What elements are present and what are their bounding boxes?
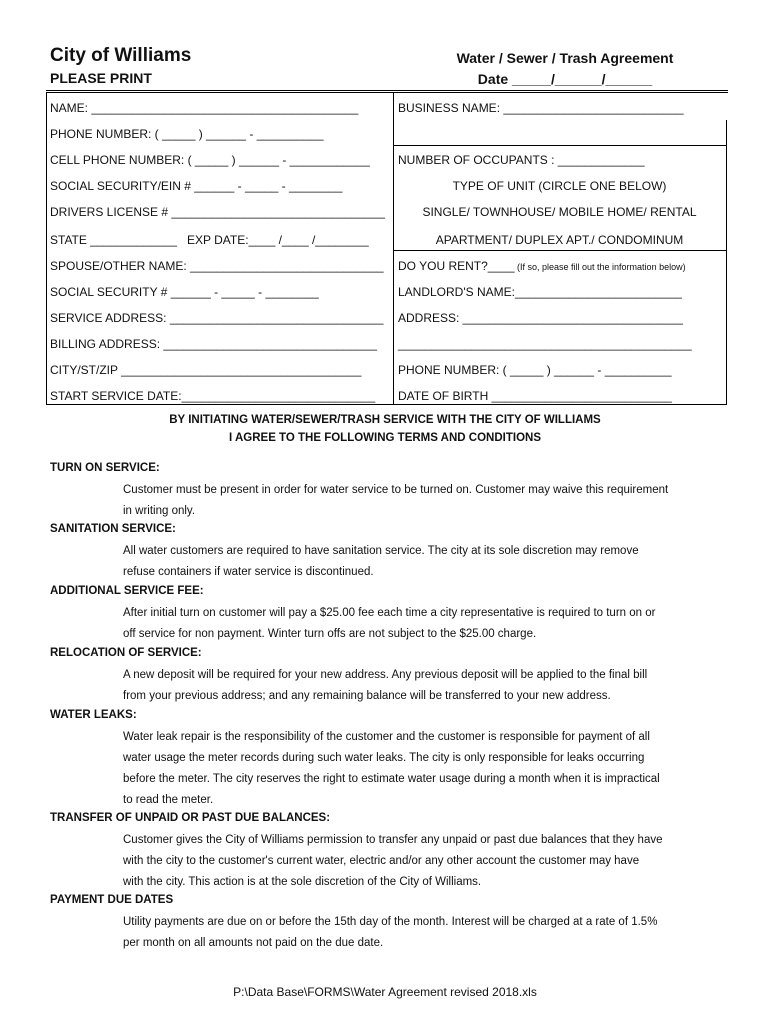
section-body-sanitation bbox=[123, 541, 723, 583]
form-top-border bbox=[46, 90, 728, 91]
section-body-transfer bbox=[123, 830, 723, 893]
business-name-field[interactable]: BUSINESS NAME: ___________________________ bbox=[398, 101, 684, 115]
section-line: Water leak repair is the responsibility of the customer and the customer is responsible for payment of all bbox=[123, 731, 650, 743]
section-heading-turn-on: TURN ON SERVICE: bbox=[50, 462, 160, 474]
rent-label: DO YOU RENT?____ bbox=[398, 259, 515, 273]
spouse-social-security-field[interactable]: SOCIAL SECURITY # ______ - _____ - ________ bbox=[50, 285, 319, 299]
phone-number-field[interactable]: PHONE NUMBER: ( _____ ) ______ - __________ bbox=[50, 127, 324, 141]
section-line: Customer gives the City of Williams permission to transfer any unpaid or past due balances that they have bbox=[123, 834, 663, 846]
section-line: with the city to the customer's current water, electric and/or any other account the customer may have bbox=[123, 855, 640, 867]
agreement-title: Water / Sewer / Trash Agreement bbox=[456, 50, 674, 66]
occupants-box-top bbox=[393, 145, 726, 146]
landlord-address-line2[interactable]: ____________________________________________ bbox=[398, 337, 692, 351]
section-heading-relocation: RELOCATION OF SERVICE: bbox=[50, 647, 202, 659]
section-heading-water-leaks: WATER LEAKS: bbox=[50, 709, 137, 721]
section-line: before the meter. The city reserves the right to estimate water usage during a month when it is impractical bbox=[123, 773, 660, 785]
agreement-date-field[interactable]: Date _____/______/______ bbox=[477, 71, 653, 87]
section-line: from your previous address; and any remaining balance will be transferred to your new address. bbox=[123, 690, 611, 702]
service-address-field[interactable]: SERVICE ADDRESS: ________________________________ bbox=[50, 311, 384, 325]
section-heading-additional-fee: ADDITIONAL SERVICE FEE: bbox=[50, 585, 204, 597]
section-line: Utility payments are due on or before the 15th day of the month. Interest will be charged at a rate of 1.5% bbox=[123, 916, 658, 928]
file-path-footer: P:\Data Base\FORMS\Water Agreement revised 2018.xls bbox=[233, 985, 537, 999]
form-left-border bbox=[46, 92, 47, 404]
rent-field[interactable] bbox=[398, 259, 686, 273]
start-service-date-field[interactable]: START SERVICE DATE:_____________________________ bbox=[50, 389, 376, 403]
landlord-name-field[interactable]: LANDLORD'S NAME:_________________________ bbox=[398, 285, 682, 299]
social-security-ein-field[interactable]: SOCIAL SECURITY/EIN # ______ - _____ - ________ bbox=[50, 179, 343, 193]
section-heading-sanitation: SANITATION SERVICE: bbox=[50, 523, 176, 535]
section-body-payment-due bbox=[123, 912, 723, 954]
unit-options-row-1[interactable]: SINGLE/ TOWNHOUSE/ MOBILE HOME/ RENTAL bbox=[422, 205, 697, 219]
billing-address-field[interactable]: BILLING ADDRESS: ________________________________ bbox=[50, 337, 377, 351]
section-line: in writing only. bbox=[123, 505, 196, 517]
section-line: All water customers are required to have sanitation service. The city at its sole discretion may remove bbox=[123, 545, 639, 557]
section-body-relocation bbox=[123, 665, 723, 707]
form-center-divider bbox=[393, 92, 394, 404]
landlord-address-field[interactable]: ADDRESS: _________________________________ bbox=[398, 311, 683, 325]
occupants-box-bottom bbox=[393, 250, 726, 251]
section-body-additional-fee bbox=[123, 603, 723, 645]
landlord-phone-field[interactable]: PHONE NUMBER: ( _____ ) ______ - __________ bbox=[398, 363, 672, 377]
terms-banner-line-2: I AGREE TO THE FOLLOWING TERMS AND CONDITIONS bbox=[229, 432, 541, 444]
city-st-zip-field[interactable]: CITY/ST/ZIP ____________________________________ bbox=[50, 363, 362, 377]
rent-note: (If so, please fill out the information below) bbox=[514, 262, 686, 272]
section-line: After initial turn on customer will pay a $25.00 fee each time a city representative is required to turn on or bbox=[123, 607, 656, 619]
section-heading-payment-due: PAYMENT DUE DATES bbox=[50, 894, 174, 906]
drivers-license-field[interactable]: DRIVERS LICENSE # ________________________________ bbox=[50, 205, 385, 219]
city-title: City of Williams bbox=[50, 45, 192, 66]
occupants-field[interactable]: NUMBER OF OCCUPANTS : _____________ bbox=[398, 153, 645, 167]
spouse-name-field[interactable]: SPOUSE/OTHER NAME: _____________________________ bbox=[50, 259, 384, 273]
please-print-label: PLEASE PRINT bbox=[50, 70, 152, 86]
form-right-border bbox=[726, 120, 727, 404]
unit-options-row-2[interactable]: APARTMENT/ DUPLEX APT./ CONDOMINUM bbox=[435, 233, 684, 247]
state-exp-date-field[interactable]: STATE _____________ EXP DATE:____ /____ /________ bbox=[50, 233, 369, 247]
section-line: with the city. This action is at the sole discretion of the City of Williams. bbox=[123, 876, 482, 888]
form-top-border-inner bbox=[46, 92, 728, 93]
section-body-turn-on bbox=[123, 480, 723, 522]
unit-type-label: TYPE OF UNIT (CIRCLE ONE BELOW) bbox=[452, 179, 667, 193]
cell-phone-field[interactable]: CELL PHONE NUMBER: ( _____ ) ______ - ____________ bbox=[50, 153, 370, 167]
section-line: Customer must be present in order for water service to be turned on. Customer may waive this requirement bbox=[123, 484, 669, 496]
section-line: to read the meter. bbox=[123, 794, 214, 806]
terms-banner-line-1: BY INITIATING WATER/SEWER/TRASH SERVICE WITH THE CITY OF WILLIAMS bbox=[169, 414, 601, 426]
section-line: refuse containers if water service is discontinued. bbox=[123, 566, 374, 578]
form-bottom-border bbox=[46, 404, 727, 405]
section-line: per month on all amounts not paid on the due date. bbox=[123, 937, 384, 949]
section-line: off service for non payment. Winter turn offs are not subject to the $25.00 charge. bbox=[123, 628, 537, 640]
section-line: A new deposit will be required for your new address. Any previous deposit will be applied to the final bill bbox=[123, 669, 648, 681]
name-field[interactable]: NAME: ________________________________________ bbox=[50, 101, 359, 115]
section-line: water usage the meter records during such water leaks. The city is only responsible for leaks occurring bbox=[123, 752, 645, 764]
section-heading-transfer: TRANSFER OF UNPAID OR PAST DUE BALANCES: bbox=[50, 812, 331, 824]
section-body-water-leaks bbox=[123, 727, 723, 811]
date-of-birth-field[interactable]: DATE OF BIRTH ___________________________ bbox=[398, 389, 672, 403]
